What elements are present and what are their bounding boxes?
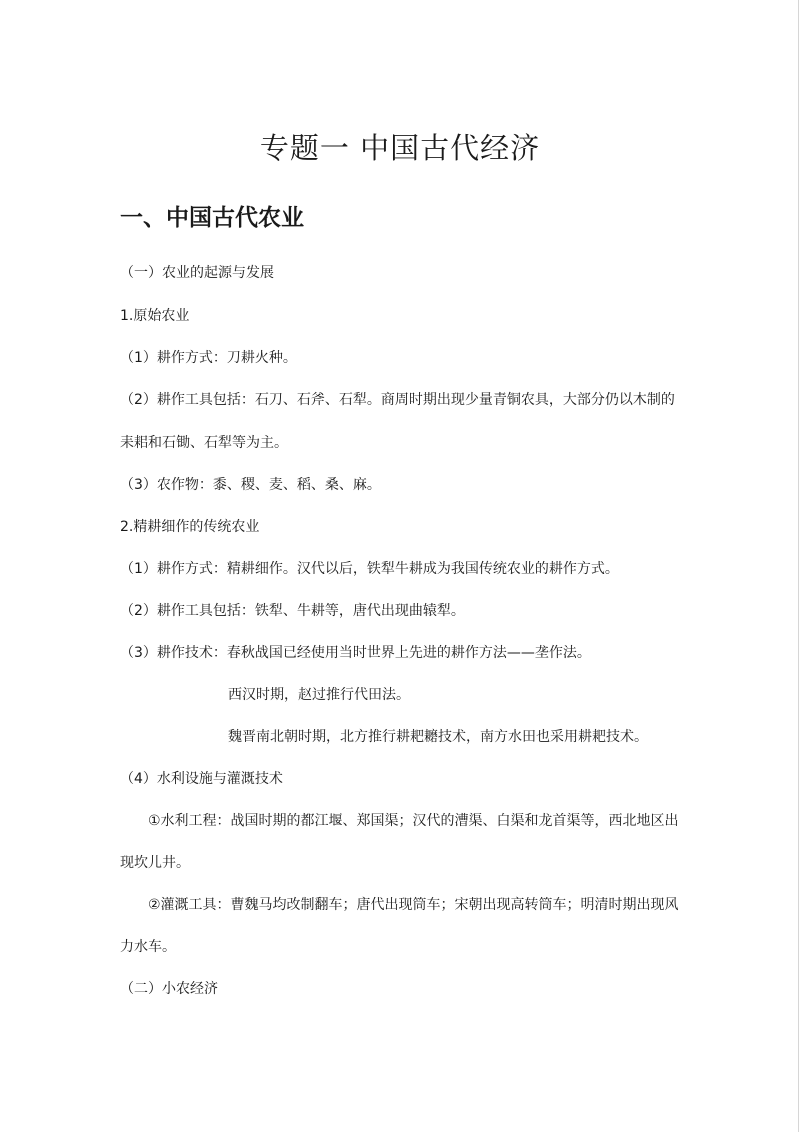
paragraph: （4）水利设施与灌溉技术 [120, 771, 283, 787]
section-heading: 一、中国古代农业 [120, 205, 304, 231]
paragraph: （3）农作物：黍、稷、麦、稻、桑、麻。 [120, 477, 381, 493]
subsection-heading: （一）农业的起源与发展 [120, 265, 274, 281]
paragraph-indented: 魏晋南北朝时期，北方推行耕耙耱技术，南方水田也采用耕耙技术。 [228, 729, 648, 745]
paragraph: （2）耕作工具包括：石刀、石斧、石犁。商周时期出现少量青铜农具，大部分仍以木制的 [120, 392, 675, 408]
paragraph: （2）耕作工具包括：铁犁、牛耕等，唐代出现曲辕犁。 [120, 603, 465, 619]
page-edge-divider [798, 0, 799, 1132]
item-heading: 1.原始农业 [120, 308, 190, 324]
paragraph-indented: 西汉时期，赵过推行代田法。 [228, 687, 410, 703]
document-title: 专题一 中国古代经济 [259, 131, 541, 165]
paragraph-continuation: 现坎儿井。 [120, 855, 190, 871]
item-heading: 2.精耕细作的传统农业 [120, 519, 260, 535]
paragraph: （3）耕作技术：春秋战国已经使用当时世界上先进的耕作方法——垄作法。 [120, 645, 591, 661]
paragraph-continuation: 力水车。 [120, 939, 176, 955]
subsection-heading: （二）小农经济 [120, 981, 218, 997]
paragraph-indented: ②灌溉工具：曹魏马均改制翻车；唐代出现筒车；宋朝出现高转筒车；明清时期出现风 [148, 897, 679, 913]
paragraph: （1）耕作方式：刀耕火种。 [120, 350, 297, 366]
paragraph-continuation: 耒耜和石锄、石犁等为主。 [120, 435, 288, 451]
paragraph-indented: ①水利工程：战国时期的都江堰、郑国渠；汉代的漕渠、白渠和龙首渠等，西北地区出 [148, 813, 679, 829]
paragraph: （1）耕作方式：精耕细作。汉代以后，铁犁牛耕成为我国传统农业的耕作方式。 [120, 561, 619, 577]
